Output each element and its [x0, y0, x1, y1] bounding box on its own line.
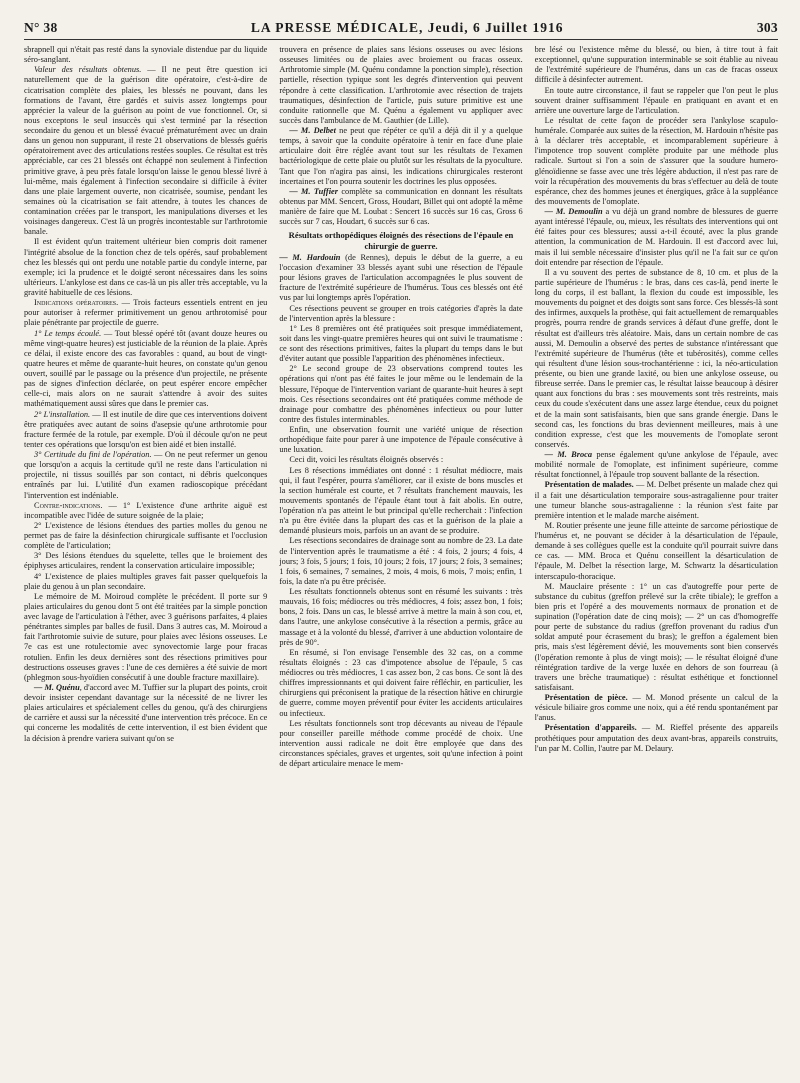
- text-columns: [24, 45, 778, 1083]
- paragraph: [24, 410, 267, 451]
- paragraph: [24, 45, 267, 65]
- paragraph-text: — M. Rieffel présente des appareils prothétiques pour amputation des deux avant-bras, appareils construits, l'un par M. Collin, l'autre par M. Delaury.: [534, 723, 778, 753]
- page-number: 303: [756, 20, 778, 35]
- paragraph-lead: — M. Demoulin: [544, 207, 603, 216]
- paragraph: [279, 324, 522, 365]
- paragraph: [24, 592, 267, 683]
- page-header: [24, 20, 778, 40]
- paragraph-text: 3° Des lésions étendues du squelette, telles que le broiement des épiphyses articulaires, rendent la conservation articulaire impossible;: [24, 551, 268, 571]
- paragraph: [279, 304, 522, 324]
- paragraph-text: — 1° L'existence d'une arthrite aiguë est incompatible avec l'idée de suture soignée de la plaie;: [24, 500, 268, 520]
- paragraph: [535, 45, 778, 86]
- paragraph: [535, 86, 778, 116]
- paragraph-lead: Présentation de malades.: [544, 480, 634, 490]
- paragraph-text: 2° Le second groupe de 23 observations comprend toutes les opérations qui n'ont pas été faites le jour même ou le lendemain de la blessure, l'époque de l'intervention variant de quarante-huit heures à sept mois. Ces résections secondaires ont été pratiquées comme méthode de drainage pour combattre des phénomènes infectieux ou pour lutter contre des fistules interminables.: [279, 364, 523, 424]
- paragraph: [24, 237, 267, 298]
- column-left: [24, 45, 267, 1083]
- paragraph: [279, 466, 522, 537]
- paragraph-text: — Il est inutile de dire que ces interventions doivent être pratiquées avec autant de soins d'asepsie qu'une arthrotomie pour fracture fermée de la rotule, par exemple. D'où il découle qu'on ne peut tenter ces opérations que lorsqu'on est bien aidé et bien installé.: [24, 409, 268, 449]
- paragraph: [535, 521, 778, 582]
- paragraph-text: 1° Les 8 premières ont été pratiquées soit presque immédiatement, soit dans les vingt-quatre premières heures qui ont suivi le traumatisme : ce sont des résections primitives, faites la plupart du temps dans le but d'éviter autant que possible l'apparition des phénomènes infectieux.: [279, 323, 523, 364]
- paragraph-text: trouvera en présence de plaies sans lésions osseuses ou avec lésions osseuses limitées ou de plaies avec broiement ou fracas osseux. Arthrotomie simple (M. Quénu condamne la ponction simple), résection partielle, résection typique sont les degrés d'intervention qui peuvent répondre à cette classification. L'arthrotomie avec résection de trajets traumatiques, désinfection de l'article, puis suture primitive est une conduite rationnelle que M. Quénu a également vu appliquer avec succès dans l'ambulance de M. Gauthier (de Lille).: [279, 45, 523, 125]
- paragraph-text: complète sa communication en donnant les résultats obtenus par MM. Sencert, Gross, Houdart, Billet qui ont adopté la même manière de faire que M. Loubat : Sencert 16 succès sur 16 cas, Gross 6 succès sur 7 cas, Houdart, 6 succès sur 6 cas.: [279, 186, 523, 227]
- paragraph-text: — Trois facteurs essentiels entrent en jeu pour autoriser à refermer primitivement un genou arthrotomisé pour plaie pénétrante par projectile de guerre.: [24, 298, 268, 328]
- paragraph: [535, 582, 778, 693]
- paragraph-text: 4° L'existence de plaies multiples graves fait passer quelquefois la plaie du genou à un plan secondaire.: [24, 571, 268, 591]
- paragraph-text: Le mémoire de M. Moiroud complète le précédent. Il porte sur 9 plaies articulaires du genou dont 5 ont été traitées par la simple ponction avec lavage de l'articulation à l'éther, avec 3 guérisons parfaites, 4 plaies pénétrantes simples par balles de fusil. Dans 3 autres cas, M. Moiroud a fait l'arthrotomie suivie de suture, pour plaies avec lésions osseuses. Le 7e cas est une rotulectomie avec synovectomie large pour fracas rotulien. Enfin les deux dernières sont des résections primitives pour destructions osseuses graves : l'une de ces dernières a été suivie de mort (phlegmon sous-hyoïdien consécutif à une double fracture maxillaire).: [24, 591, 268, 682]
- paragraph-lead: — M. Delbet: [289, 126, 336, 135]
- paragraph-lead: Contre-indications.: [34, 500, 103, 510]
- paragraph: [24, 572, 267, 592]
- paragraph: [279, 536, 522, 587]
- paragraph: [279, 455, 522, 465]
- paragraph: [535, 723, 778, 753]
- paragraph: [279, 719, 522, 770]
- paragraph-text: Ces résections peuvent se grouper en trois catégories d'après la date de l'intervention après la blessure :: [279, 303, 523, 323]
- paragraph-lead: Indications opératoires.: [34, 298, 119, 308]
- paragraph: [535, 116, 778, 207]
- paragraph-lead: 3° Certitude du fini de l'opération.: [34, 450, 152, 459]
- paragraph-text: Enfin, une observation fournit une variété unique de résection orthopédique faite pour parer à une impotence de l'épaule consécutive à une luxation.: [279, 425, 523, 455]
- paragraph-lead: 1° Le temps écoulé.: [34, 328, 102, 338]
- paragraph-text: 2° L'existence de lésions étendues des parties molles du genou ne permet pas de faire la désinfection chirurgicale suffisante et l'occlusion complète de l'articulation;: [24, 520, 268, 551]
- paragraph-text: bre lésé ou l'existence même du blessé, ou bien, à titre tout à fait exceptionnel, qu'une suppuration interminable se soit établie au niveau de l'extrémité supérieure de l'humérus, dans un cas de fracas osseux difficile à désinfecter autrement.: [534, 45, 778, 85]
- paragraph-lead: 2° L'installation.: [34, 409, 91, 419]
- paragraph-lead: Valeur des résultats obtenus.: [34, 65, 142, 75]
- paragraph-text: — On ne peut refermer un genou que lorsqu'on a acquis la certitude qu'il ne reste dans l'articulation ni projectile, ni tissus souillés par son contact, ni débris quelconques entraînés par lui. L'utilité d'un examen radioscopique précédant l'intervention est indéniable.: [24, 450, 268, 500]
- masthead-title: LA PRESSE MÉDICALE, Jeudi, 6 Juillet 1916: [250, 20, 564, 35]
- paragraph: [24, 65, 267, 237]
- paragraph: [279, 253, 522, 304]
- paragraph: [279, 126, 522, 187]
- paragraph-text: , d'accord avec M. Tuffier sur la plupart des points, croit devoir insister cependant davantage sur la nécessité de ne livrer les plaies articulaires et spécialement celles du genou, qu'à des chirurgiens de carrière et aussi sur la nécessité d'une intervention très précoce. En ce qui concerne les modalités de cette intervention, il est bien évident que la décision à prendre variera suivant qu'on se: [24, 682, 268, 743]
- paragraph-text: sbrapnell qui n'était pas resté dans la synoviale distendue par du liquide séro-sanglant.: [24, 45, 268, 65]
- paragraph-lead: — M. Broca: [544, 450, 593, 459]
- paragraph-lead: — M. Tuffier: [289, 186, 338, 196]
- column-middle: [279, 45, 522, 1083]
- paragraph-text: — Il ne peut être question ici naturellement que de la guérison dite opératoire, c'est-à-dire de cicatrisation complète des plaies, les blessés ne pouvant, dans les formations de l'avant, être gardés et suivis assez longtemps pour apprécier la valeur de la guérison au point de vue fonctionnel. Or, si nous exceptons le seul insuccès qui s'est terminé par la résection secondaire du genou et un blessé évacué prématurément avec un drain dans un genou non suppurant, il reste 21 observations de blessés guéris opératoirement avec des articulations restées souples. Ce résultat est très appréciable, car ces 21 blessés ont échappé non seulement à l'infection primitive grave, à peu près fatale lorsqu'on laisse le genou blessé livré à lui-même, mais également à l'infection secondaire si difficile à éviter dans une plaie largement ouverte, non cicatrisée, soumise, pendant les semaines où la cicatrisation se fait attendre, à toutes les chances de contamination créées par le transport, les manipulations diverses et les voisinages dangereux. C'est là un progrès incontestable sur l'arthrotomie banale.: [24, 65, 268, 237]
- paragraph-text: En résumé, si l'on envisage l'ensemble des 32 cas, on a comme résultats éloignés : 23 cas d'impotence absolue de l'épaule, 5 cas médiocres ou très médiocres, 1 cas assez bon, 2 cas bons. Ce sont là des chiffres impressionnants et qui doivent faire réfléchir, en particulier, les chirurgiens qui préconisent la pratique de la résection hâtive en chirurgie de guerre, comme moyen préventif pour éviter les accidents articulaires ou infectieux.: [279, 647, 523, 718]
- issue-number: N° 38: [24, 20, 58, 35]
- paragraph-text: — M. Monod présente un calcul de la vésicule biliaire gros comme une noix, qui a été rendu spontanément par l'anus.: [534, 693, 778, 723]
- paragraph-text: Il est évident qu'un traitement ultérieur bien compris doit ramener l'intégrité absolue de la fonction chez de tels opérés, sauf probablement chez les blessés qui ont perdu une notable partie du condyle interne, par exemple; ici la prudence et le doigté seront nécessaires dans les soins ultérieurs. L'ankylose est dans ce cas-là un pis aller très acceptable, vu la gravité habituelle de ces lésions.: [24, 237, 268, 297]
- paragraph-lead: Présentation de pièce.: [544, 693, 628, 702]
- paragraph: [279, 587, 522, 648]
- paragraph: [24, 329, 267, 410]
- paragraph: [279, 187, 522, 228]
- paragraph: [24, 521, 267, 551]
- paragraph: [279, 648, 522, 719]
- paragraph: [279, 425, 522, 455]
- paragraph-text: Les résultats fonctionnels sont trop décevants au niveau de l'épaule pour conseiller pareille méthode comme procédé de choix. Une intervention aussi radicale ne doit être employée que dans des circonstances spéciales, graves et urgentes, soit qu'une infection à point de départ articulaire menace le mem-: [279, 718, 523, 769]
- paragraph-lead: Présentation d'appareils.: [544, 723, 637, 733]
- paragraph-text: M. Mauclaire présente : 1° un cas d'autogreffe pour perte de substance du cubitus (greffon prélevé sur la crête tibiale); le greffon a bien pris et l'opéré a des mouvements normaux de pronation et de supination (l'opération date de cinq mois); — 2° un cas d'homogreffe pour perte de substance du radius (greffon provenant du radius d'un soldat amputé pour écrasement du bras); le greffon a également bien pris, mais s'est légèrement dévié, les mouvements sont bien conservés (l'opération remonte à plus de vingt mois); — le résultat éloigné d'une réintégration tardive de la verge luxée en dehors de son fourreau (à travers une brèche traumatique) : résultat esthétique et fonctionnel satisfaisant.: [534, 581, 778, 692]
- paragraph-text: Ceci dit, voici les résultats éloignés observés :: [289, 455, 444, 465]
- paragraph-text: M. Routier présente une jeune fille atteinte de sarcome périostique de l'humérus et, ne pouvant se décider à la désarticulation de l'épaule, demande à ses collègues quelle est la conduite qu'il pourrait suivre dans ce cas. — MM. Broca et Quénu conseillent la désarticulation de l'épaule, M. Delbet la résection large, M. Schwartz la désarticulation interscapulo-thoracique.: [534, 520, 778, 581]
- paragraph-text: Les résections secondaires de drainage sont au nombre de 23. La date de l'intervention après le traumatisme a été : 4 fois, 2 jours; 4 fois, 4 jours; 3 fois, 5 jours; 1 fois, 10 jours; 2 fois, 17 jours; 2 fois, 3 semaines; 1 fois, 6 semaines, 7 semaines, 2 mois, 4 mois, 6 mois, 7 mois; enfin, 1 fois, la date n'a pu être précisée.: [279, 536, 523, 586]
- paragraph: [24, 450, 267, 501]
- paragraph-lead: — M. Quénu: [34, 682, 80, 692]
- paragraph-text: — Tout blessé opéré tôt (avant douze heures ou même vingt-quatre heures) est justiciable de la réunion de la plaie. Après ce délai, il existe encore des cas favorables : quand, au bout de vingt-quatre heures et même de quarante-huit heures, on constate qu'un genou ouvert, souillé par le passage ou la présence d'un projectile, ne présente pas de signes d'infection déclarée, on peut espérer encore empêcher celle-ci, mais alors on ne saurait s'attendre à avoir des suites mathématiquement aussi sûres que dans le premier cas.: [24, 328, 268, 409]
- paragraph-text: a vu déjà un grand nombre de blessures de guerre ayant intéressé l'épaule, ou, mieux, les résultats des interventions qui ont été faites pour ces blessures; aussi a-t-il écouté, avec la plus grande attention, la communication de M. Hardouin. Il est d'accord avec lui, mais il lui semble nécessaire d'insister plus qu'il ne l'a fait sur ce qu'on doit entendre par résection de l'épaule.: [534, 207, 778, 267]
- paragraph: [24, 501, 267, 521]
- paragraph: [535, 693, 778, 723]
- paragraph: [535, 207, 778, 268]
- paragraph-text: — M. Delbet présente un malade chez qui il a fait une désarticulation temporaire sous-astragalienne pour traiter une tumeur blanche sous-astragalienne : la réunion s'est faite par première intention et le malade marche aisément.: [534, 480, 778, 520]
- paragraph-text: (de Rennes), depuis le début de la guerre, a eu l'occasion d'examiner 33 blessés ayant subi une résection de l'épaule pour lésions graves de l'articulation accompagnées le plus souvent de fracture de l'extrémité supérieure de l'humérus. Tous ces blessés ont été vus par lui longtemps après l'opération.: [279, 252, 523, 303]
- paragraph: [24, 298, 267, 328]
- paragraph-text: Le résultat de cette façon de procéder sera l'ankylose scapulo-humérale. Comparée aux suites de la résection, M. Hardouin n'hésite pas à la déclarer très acceptable, et incomparablement supérieure à l'impotence trop souvent complète produite par une méthode plus radicale. Surtout si l'on a soin de s'assurer que la soudure humero-glénoïdienne se fasse avec une très légère abduction, il n'est pas rare de voir la récupération des mouvements du bras s'effectuer au delà de toute espérance, chez des hommes jeunes et énergiques, grâce à la suppléance des mouvements de l'omoplate.: [534, 115, 778, 206]
- paragraph: [24, 551, 267, 571]
- paragraph-lead: — M. Hardouin: [279, 252, 341, 262]
- paragraph: [279, 45, 522, 126]
- paragraph-text: Les résultats fonctionnels obtenus sont en résumé les suivants : très mauvais, 16 fois; médiocres ou très médiocres, 4 fois; assez bon, 1 fois; bons, 2 fois. Dans un cas, le blessé arrive à mettre la main à son cou, et, dans l'autre, une ankylose consécutive à la résection a permis, grâce au massage et à la volonté du blessé, d'arriver à une abduction volontaire de près de 90°.: [279, 587, 523, 647]
- paragraph-text: Il a vu souvent des pertes de substance de 8, 10 cm. et plus de la partie supérieure de l'humérus : le bras, dans ces cas-là, pend inerte le long du corps, il est ballant, la flexion du coude est impossible, les mouvements du poignet et des doigts sont sans force. Ces blessés-là sont des infirmes, auxquels la prothèse, qui fait actuellement de remarquables progrès, pourra rendre de grands services à défaut d'une greffe, dont le résultat est d'ailleurs très aléatoire. Mais, dans un certain nombre de cas aussi, M. Demoulin a observé des pertes de substance n'intéressant que l'extrémité supérieure de l'humérus (tête et tubérosités), comme celles qui résultent d'une lésion sous-trochantérienne : ici, la néo-articulation présente, ou bien une grande laxité, ou bien une ankylose osseuse, ou fibreuse serrée. Dans le premier cas, le résultat laisse beaucoup à désirer quant aux fonctions du bras : ses mouvements sont très restreints, mais ceux du coude s'exécutent dans une assez large étendue, ceux du poignet et de la main sont satisfaisants, bien que sans grande énergie. Dans le second cas, les fonctions du bras deviennent meilleures, mais à une condition expresse, c'est que les mouvements de l'omoplate seront conservés.: [534, 267, 778, 449]
- section-heading: [279, 230, 522, 251]
- column-right: [535, 45, 778, 1083]
- paragraph: [535, 480, 778, 521]
- paragraph-text: Les 8 résections immédiates ont donné : 1 résultat médiocre, mais qui, il faut l'espérer, pourra s'améliorer, car il existe de bons muscles et la section humérale est courte, et 7 résultats franchement mauvais, les mouvements spontanés de l'épaule étant tout à fait abolis. En outre, l'opération n'a pas atteint le but principal qu'elle recherchait : l'infection n'a pu être évitée dans la plupart des cas et la guérison de la plaie a demandé plusieurs mois, parfois un an avant de se produire.: [279, 465, 523, 536]
- paragraph: [24, 683, 267, 744]
- paragraph: [535, 268, 778, 450]
- paragraph-text: Résultats orthopédiques éloignés des résections de l'épaule en chirurgie de guerre.: [288, 230, 514, 251]
- paragraph-text: pense également qu'une ankylose de l'épaule, avec mobilité normale de l'omoplate, est infiniment supérieure, comme résultat fonctionnel, à l'épaule trop souvent ballante de la résection.: [534, 450, 778, 480]
- paragraph-text: En toute autre circonstance, il faut se rappeler que l'on peut le plus souvent drainer suffisamment l'épaule en pratiquant en avant et en arrière une ouverture large de l'articulation.: [534, 85, 778, 115]
- paragraph: [279, 364, 522, 425]
- paragraph-text: ne peut que répéter ce qu'il a déjà dit il y a quelque temps, à savoir que la conduite opératoire à tenir en face d'une plaie articulaire doit être réglée avant tout sur les résultats de l'examen bactériologique de cette plaie ou plutôt sur les résultats de la pyoculture. Tant que l'on n'agira pas ainsi, les indications chirurgicales resteront incertaines et l'on pourra soutenir les doctrines les plus opposées.: [279, 126, 523, 186]
- paragraph: [535, 450, 778, 480]
